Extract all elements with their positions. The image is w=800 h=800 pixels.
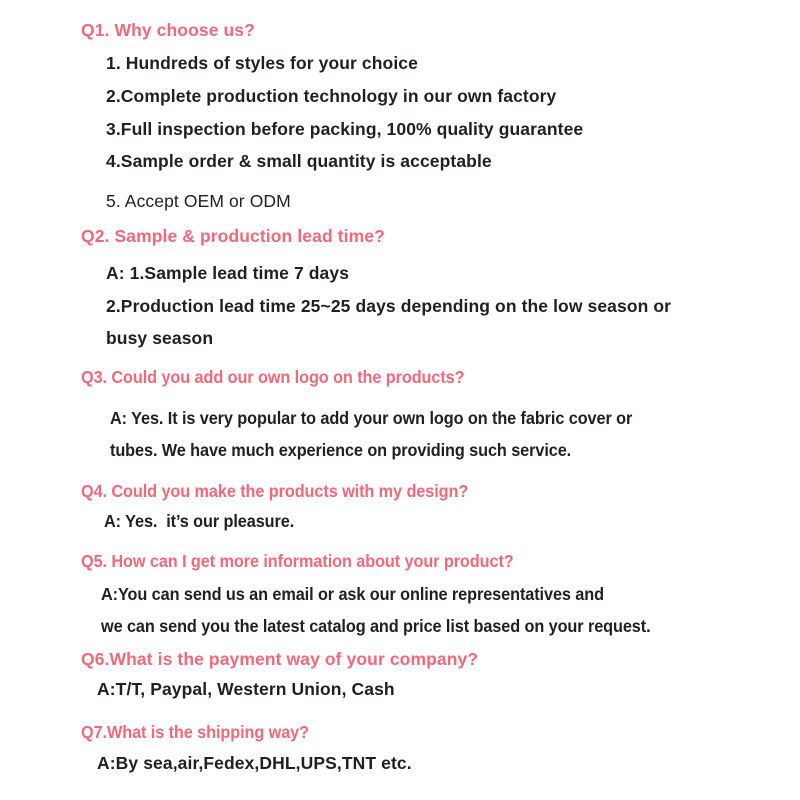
faq-question-4: Q4. Could you make the products with my design? bbox=[81, 481, 469, 501]
faq-answer-line: we can send you the latest catalog and price list based on your request. bbox=[101, 616, 651, 636]
faq-question-6: Q6.What is the payment way of your company? bbox=[81, 649, 479, 669]
faq-question-1: Q1. Why choose us? bbox=[81, 20, 255, 40]
faq-answer-line: 3.Full inspection before packing, 100% quality guarantee bbox=[106, 119, 584, 139]
faq-question-7: Q7.What is the shipping way? bbox=[81, 722, 309, 742]
faq-question-2: Q2. Sample & production lead time? bbox=[81, 226, 385, 246]
faq-answer-line: 2.Production lead time 25~25 days depending on the low season or bbox=[106, 296, 672, 316]
faq-answer-line: 5. Accept OEM or ODM bbox=[106, 191, 291, 211]
faq-answer-line: A: Yes. it’s our pleasure. bbox=[104, 511, 295, 531]
faq-answer-line: 2.Complete production technology in our own factory bbox=[106, 86, 557, 106]
faq-answer-line: 1. Hundreds of styles for your choice bbox=[106, 53, 418, 73]
faq-answer-line: A:By sea,air,Fedex,DHL,UPS,TNT etc. bbox=[97, 753, 412, 773]
faq-question-3: Q3. Could you add our own logo on the products? bbox=[81, 367, 465, 387]
faq-answer-line: A:You can send us an email or ask our online representatives and bbox=[101, 584, 604, 604]
faq-answer-line: A: 1.Sample lead time 7 days bbox=[106, 263, 350, 283]
faq-answer-line: A:T/T, Paypal, Western Union, Cash bbox=[97, 679, 395, 699]
faq-question-5: Q5. How can I get more information about your product? bbox=[81, 551, 514, 571]
faq-answer-line: A: Yes. It is very popular to add your own logo on the fabric cover or bbox=[110, 408, 633, 428]
faq-answer-line: busy season bbox=[106, 328, 214, 348]
faq-answer-line: 4.Sample order & small quantity is acceptable bbox=[106, 151, 492, 171]
faq-answer-line: tubes. We have much experience on providing such service. bbox=[110, 440, 572, 460]
